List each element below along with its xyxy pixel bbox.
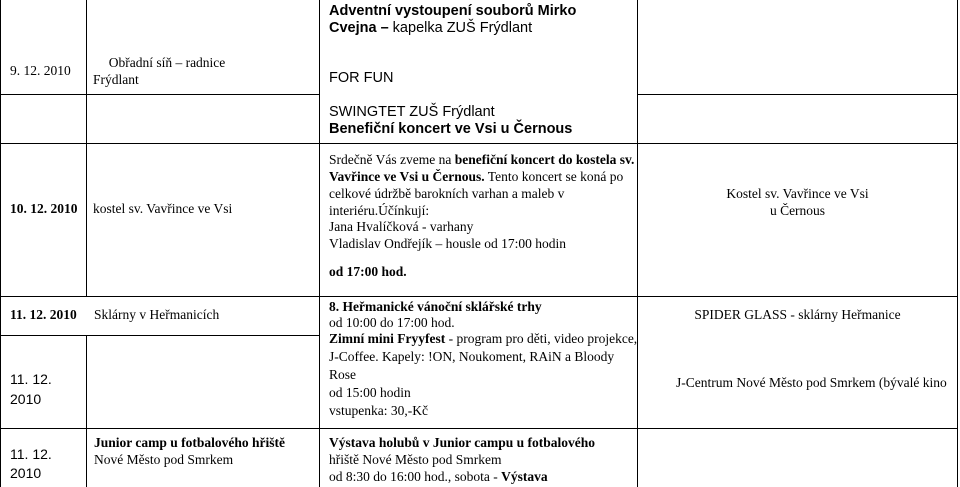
event-place [94, 434, 285, 468]
place-line: Frýdlant [93, 72, 139, 87]
vertical-rule-4 [637, 0, 638, 487]
event-venue-secondary: J-Centrum Nové Město pod Smrkem (bývalé kino [676, 375, 947, 390]
venue-line: u Černous [769, 203, 826, 218]
event-venue: SPIDER GLASS - sklárny Heřmanice [694, 307, 901, 322]
desc-text-bold: benefiční koncert do kostela sv. [454, 152, 635, 167]
vertical-rule-5 [957, 0, 958, 487]
row-divider-4 [0, 428, 958, 429]
event-description-line: celkové údržbě barokních varhan a maleb v [329, 186, 565, 201]
desc-text: od 8:30 do 16:00 hod., sobota - [329, 469, 502, 484]
event-line: SWINGTET ZUŠ Frýdlant [329, 104, 495, 120]
date-line: 2010 [10, 465, 42, 481]
event-place: Sklárny v Heřmanicích [94, 307, 220, 322]
event-description-line: 8. Heřmanické vánoční sklářské trhy [329, 299, 542, 314]
venue-line: Kostel sv. Vavřince ve Vsi [726, 186, 869, 201]
event-description-line: vstupenka: 30,-Kč [329, 403, 428, 418]
desc-text-bold: Výstava [501, 469, 548, 484]
event-description-line: Jana Hvalíčková - varhany [329, 219, 474, 234]
place-line: Obřadní síň – radnice [108, 55, 226, 70]
vertical-rule-3 [319, 0, 320, 487]
event-description-line: Rose [329, 367, 356, 382]
event-description-line: hřiště Nové Město pod Smrkem [329, 452, 502, 467]
event-description-line: Výstava holubů v Junior campu u fotbalového [329, 435, 596, 450]
event-title: Adventní vystoupení souborů Mirko [329, 3, 577, 19]
desc-text-bold: Vavřince ve Vsi u Černous. [329, 169, 485, 184]
desc-text: Srdečně Vás zveme na [329, 152, 455, 167]
event-description-line: interiéru.Účínkují: [329, 203, 430, 218]
event-description-line [329, 168, 623, 185]
event-venue [638, 185, 957, 219]
event-place [87, 54, 247, 88]
event-line: FOR FUN [329, 70, 394, 86]
place-line: Junior camp u fotbalového hřiště [94, 435, 286, 450]
event-description-line: od 17:00 hod. [329, 264, 407, 279]
date-line: 11. 12. [10, 371, 52, 387]
event-date [10, 445, 52, 483]
event-description-line: Vladislav Ondřejík – housle od 17:00 hodin [329, 236, 566, 251]
event-date-secondary [10, 369, 52, 409]
event-place: kostel sv. Vavřince ve Vsi [93, 201, 233, 216]
event-date: 11. 12. 2010 [10, 307, 77, 322]
date-line: 2010 [10, 391, 42, 407]
vertical-rule-2b [86, 336, 87, 487]
event-description-line [329, 151, 634, 168]
event-title-bold: Cvejna – [329, 20, 389, 36]
event-description-line: J-Coffee. Kapely: !ON, Noukoment, RAiN a Bloody [329, 349, 615, 364]
event-title-line2 [329, 20, 532, 37]
date-line: 11. 12. [10, 446, 52, 462]
desc-text-bold: Zimní mini Fryyfest [329, 331, 446, 346]
event-description-line: od 15:00 hodin [329, 385, 411, 400]
row-divider-3b [0, 335, 319, 336]
row-divider-1b [637, 94, 958, 95]
desc-text: - program pro děti, video projekce, [445, 331, 638, 346]
event-date: 9. 12. 2010 [10, 63, 71, 78]
vertical-rule-1 [0, 0, 1, 487]
event-description-line [329, 468, 548, 485]
desc-text: Tento koncert se koná po [484, 169, 624, 184]
row-divider-1 [0, 94, 319, 95]
row-divider-2 [0, 143, 958, 144]
event-date: 10. 12. 2010 [10, 201, 78, 216]
vertical-rule-2 [86, 0, 87, 296]
event-title-rest: kapelka ZUŠ Frýdlant [388, 20, 533, 36]
event-description-line: od 10:00 do 17:00 hod. [329, 315, 455, 330]
event-description-line [329, 330, 637, 347]
row-divider-3 [0, 296, 958, 297]
event-line: Benefiční koncert ve Vsi u Černous [329, 121, 573, 137]
place-line: Nové Město pod Smrkem [94, 452, 234, 467]
